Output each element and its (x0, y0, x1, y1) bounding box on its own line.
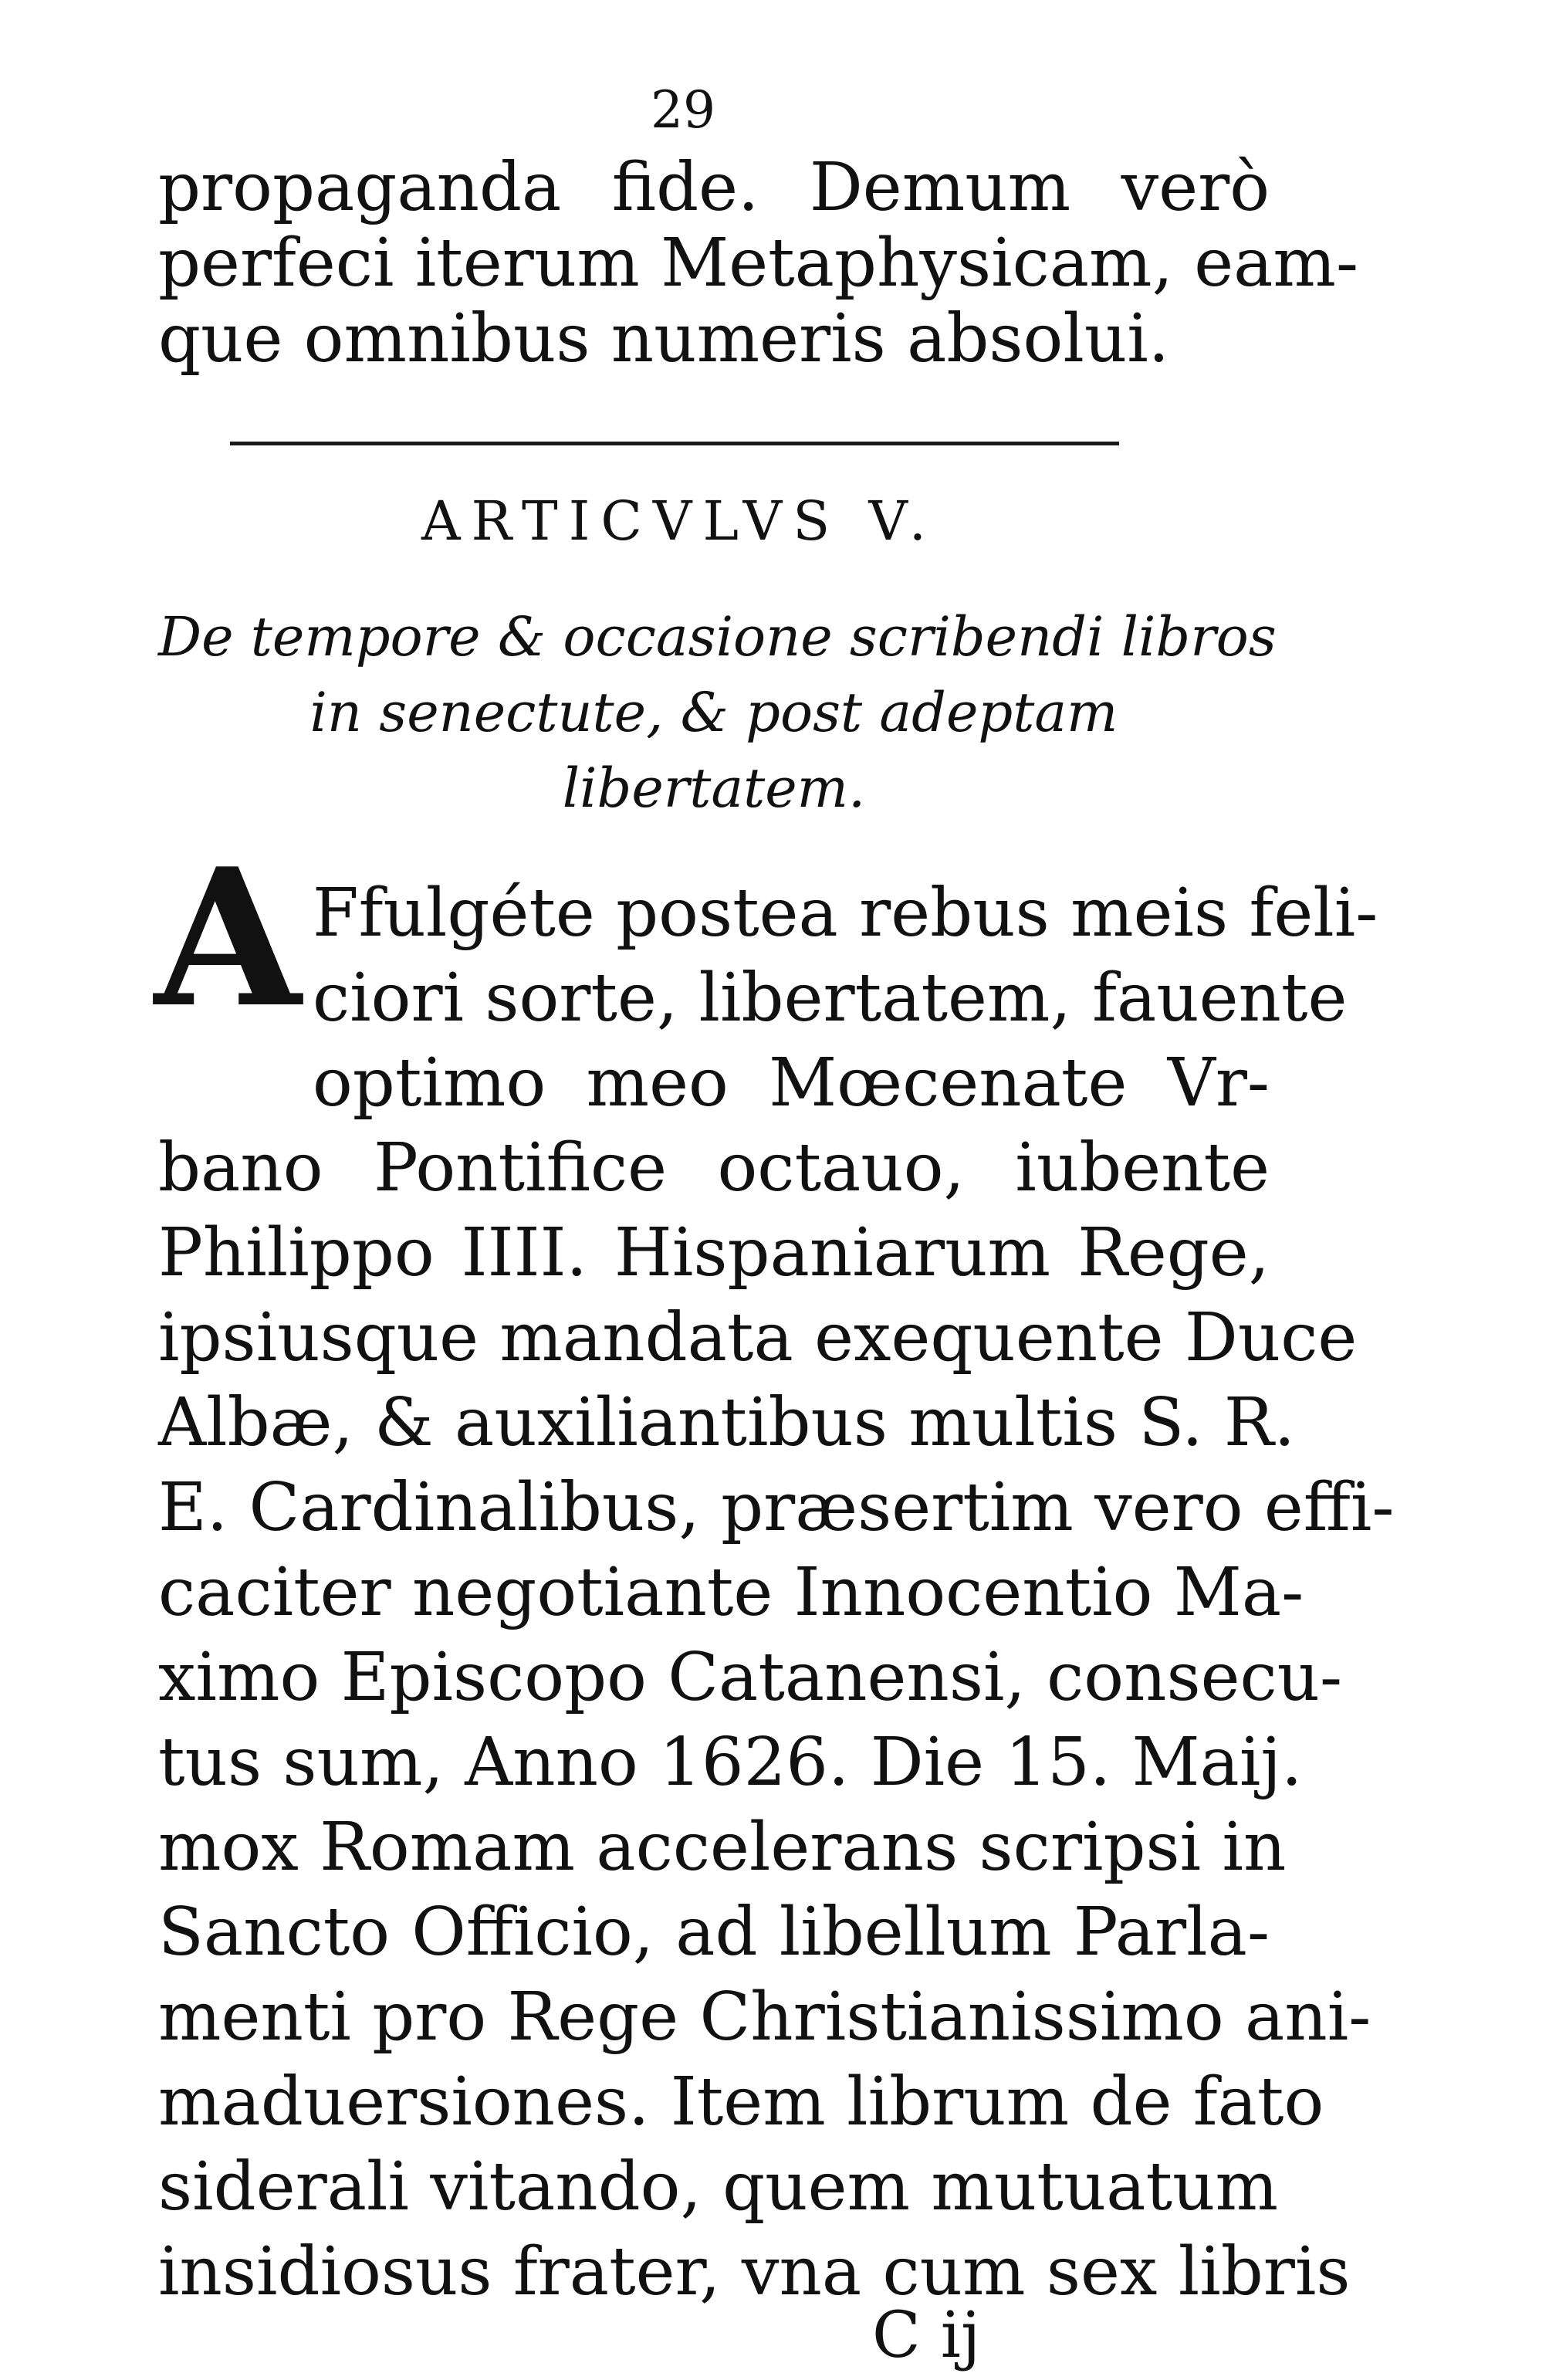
body-line: Ffulgéte postea rebus meis feli- (313, 875, 1378, 952)
body-line: insidiosus frater, vna cum sex libris (158, 2233, 1351, 2311)
body-line: siderali vitando, quem mutuatum (158, 2148, 1278, 2226)
article-subtitle (158, 605, 1277, 837)
body-line: ciori sorte, libertatem, fauente (313, 960, 1348, 1037)
intro-paragraph (158, 149, 1359, 381)
body-line: maduersiones. Item librum de fato (158, 2063, 1324, 2141)
intro-line: propaganda fide. Demum verò (158, 149, 1270, 226)
drop-cap-initial: A (154, 827, 302, 1049)
subtitle-line: De tempore & occasione scribendi libros (158, 605, 1277, 669)
body-line: tus sum, Anno 1626. Die 15. Maij. (158, 1724, 1303, 1801)
subtitle-line: in senectute, & post adeptam (309, 681, 1118, 744)
body-line: menti pro Rege Christianissimo ani- (158, 1979, 1371, 2056)
signature-mark: C ij (872, 2299, 981, 2372)
article-heading: ARTICVLVS V. (421, 489, 937, 553)
body-paragraph (158, 875, 1395, 2324)
body-line: Philippo IIII. Hispaniarum Rege, (158, 1214, 1270, 1292)
page-number: 29 (651, 80, 715, 140)
body-line: mox Romam accelerans scripsi in (158, 1809, 1287, 1886)
body-line: bano Pontifice octauo, iubente (158, 1129, 1270, 1207)
body-line: caciter negotiante Innocentio Ma- (158, 1554, 1304, 1631)
body-line: E. Cardinalibus, præsertim vero effi- (158, 1469, 1395, 1546)
body-line: optimo meo Mœcenate Vr- (313, 1044, 1270, 1122)
body-line: ximo Episcopo Catanensi, consecu- (158, 1639, 1343, 1716)
intro-line: perfeci iterum Metaphysicam, eam- (158, 225, 1359, 302)
subtitle-line: libertatem. (562, 757, 866, 820)
body-line: Sancto Officio, ad libellum Parla- (158, 1894, 1270, 1971)
intro-line: que omnibus numeris absolui. (158, 300, 1170, 377)
section-divider (230, 442, 1119, 445)
body-line: ipsiusque mandata exequente Duce (158, 1299, 1358, 1376)
body-line: Albæ, & auxiliantibus multis S. R. (158, 1384, 1295, 1461)
